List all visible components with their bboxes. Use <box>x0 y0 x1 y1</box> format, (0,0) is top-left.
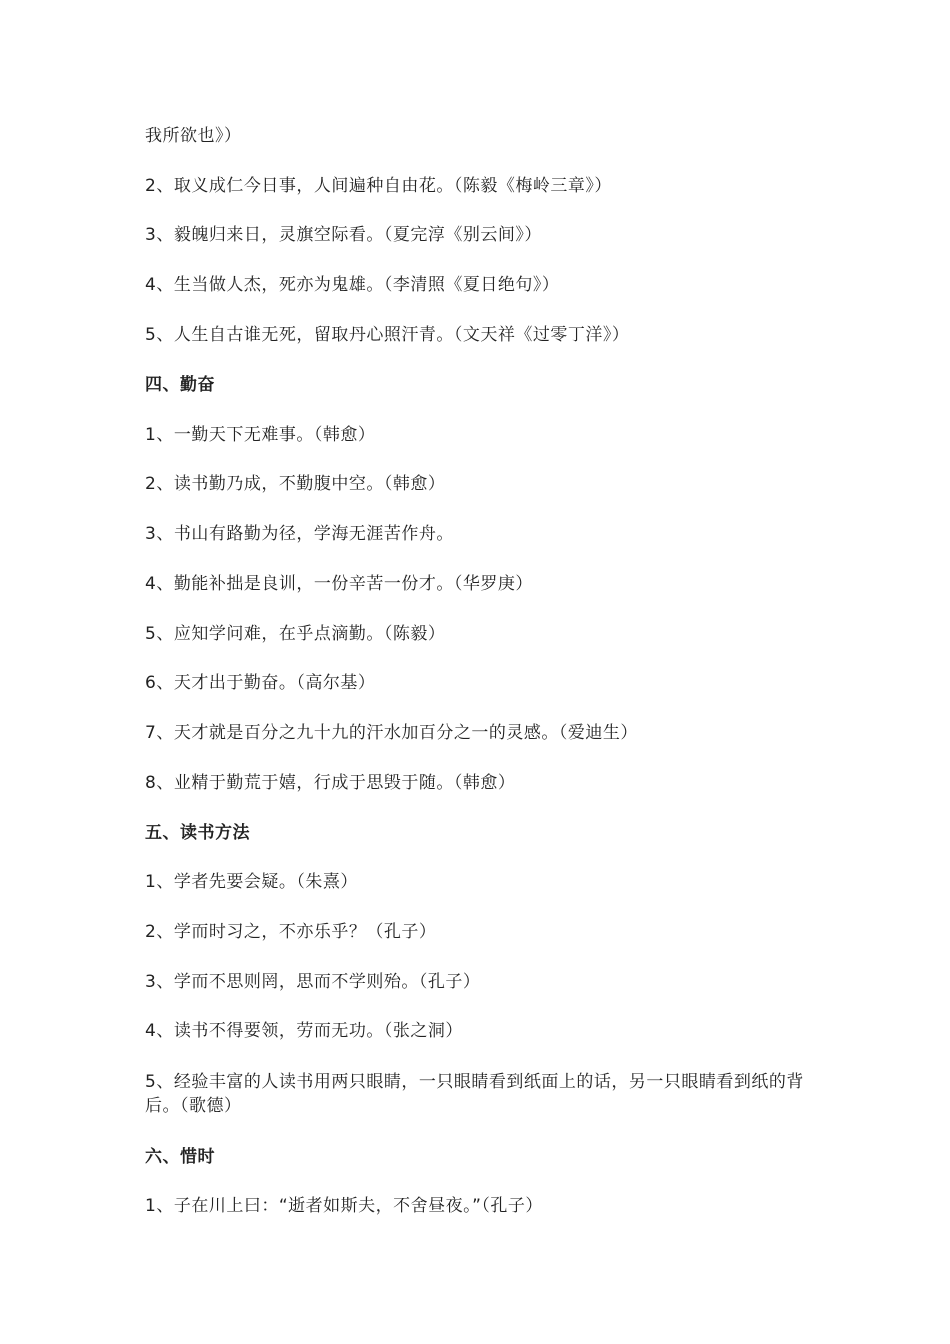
list-item: 3、学而不思则罔，思而不学则殆。（孔子） <box>145 972 481 992</box>
list-item: 2、学而时习之，不亦乐乎？（孔子） <box>145 922 437 942</box>
list-item: 1、一勤天下无难事。（韩愈） <box>145 425 376 445</box>
text-line: 3、毅魄归来日，灵旗空际看。（夏完淳《别云间》） <box>145 225 542 245</box>
list-item: 8、业精于勤荒于嬉，行成于思毁于随。（韩愈） <box>145 773 516 793</box>
text-line: 我所欲也》） <box>145 126 242 146</box>
text-line: 2、取义成仁今日事，人间遍种自由花。（陈毅《梅岭三章》） <box>145 176 612 196</box>
section-heading: 五、读书方法 <box>145 823 250 843</box>
section-heading: 六、惜时 <box>145 1147 215 1167</box>
list-item: 1、子在川上曰：“逝者如斯夫，不舍昼夜。”（孔子） <box>145 1196 543 1216</box>
list-item: 2、读书勤乃成，不勤腹中空。（韩愈） <box>145 474 446 494</box>
list-item: 4、勤能补拙是良训，一份辛苦一份才。（华罗庚） <box>145 574 533 594</box>
list-item: 3、书山有路勤为径，学海无涯苦作舟。 <box>145 524 454 544</box>
text-line: 4、生当做人杰，死亦为鬼雄。（李清照《夏日绝句》） <box>145 275 560 295</box>
list-item: 5、经验丰富的人读书用两只眼睛，一只眼睛看到纸面上的话，另一只眼睛看到纸的背后。（歌德） <box>145 1072 804 1116</box>
list-item: 4、读书不得要领，劳而无功。（张之洞） <box>145 1021 463 1041</box>
section-heading: 四、勤奋 <box>145 375 215 395</box>
list-item: 6、天才出于勤奋。（高尔基） <box>145 673 376 693</box>
list-item: 7、天才就是百分之九十九的汗水加百分之一的灵感。（爱迪生） <box>145 723 638 743</box>
text-line: 5、人生自古谁无死，留取丹心照汗青。（文天祥《过零丁洋》） <box>145 325 630 345</box>
list-item: 1、学者先要会疑。（朱熹） <box>145 872 358 892</box>
list-item: 5、应知学问难，在乎点滴勤。（陈毅） <box>145 624 446 644</box>
